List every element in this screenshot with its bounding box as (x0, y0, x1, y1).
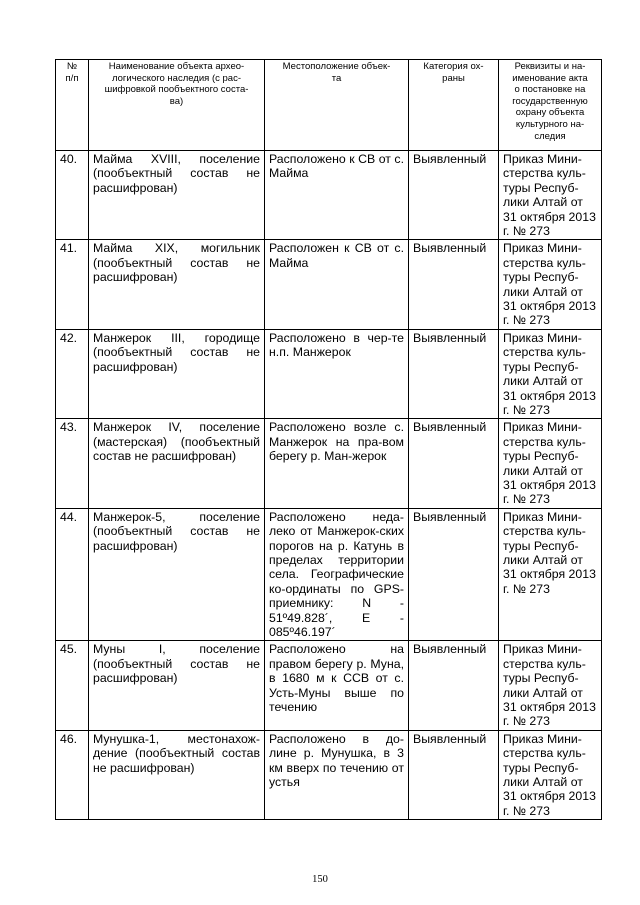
row-number: 46. (56, 730, 89, 819)
object-name-cell: Муны I, поселение (пообъектный состав не расшифрован) (89, 641, 265, 730)
location-cell: Расположено к СВ от с. Майма (265, 151, 409, 240)
category-cell: Выявленный (409, 329, 499, 418)
table-body (56, 151, 602, 820)
row-number: 40. (56, 151, 89, 240)
row-number: 43. (56, 419, 89, 508)
category-cell: Выявленный (409, 240, 499, 329)
act-details-cell: Приказ Мини-стерства куль-туры Респуб-лики Алтай от 31 октября 2013 г. № 273 (499, 240, 602, 329)
table-row (56, 419, 602, 508)
object-name-cell: Майма XVIII, поселение (пообъектный состав не расшифрован) (89, 151, 265, 240)
object-name-cell: Манжерок III, городище (пообъектный состав не расшифрован) (89, 329, 265, 418)
table-row (56, 641, 602, 730)
header-category: Категория ох- раны (409, 60, 499, 151)
location-cell: Расположено на правом берегу р. Муна, в 1680 м к ССВ от с. Усть-Муны выше по течению (265, 641, 409, 730)
location-cell: Расположено в чер-те н.п. Манжерок (265, 329, 409, 418)
header-object-name: Наименование объекта архео- логического наследия (с рас- шифровкой пообъектного соста- ва) (89, 60, 265, 151)
act-details-cell: Приказ Мини-стерства куль-туры Респуб-лики Алтай от 31 октября 2013 г. № 273 (499, 641, 602, 730)
object-name-cell: Майма XIX, могильник (пообъектный состав не расшифрован) (89, 240, 265, 329)
table-header (56, 60, 602, 151)
location-cell: Расположено неда-леко от Манжерок-ских порогов на р. Катунь в пределах территории села. Географические ко-ординаты по GPS-приемнику: N - 51º49.828´, E - 085º46.197´ (265, 508, 409, 641)
category-cell: Выявленный (409, 730, 499, 819)
act-details-cell: Приказ Мини-стерства куль-туры Респуб-лики Алтай от 31 октября 2013 г. № 273 (499, 730, 602, 819)
category-cell: Выявленный (409, 641, 499, 730)
object-name-cell: Мунушка-1, местонахож-дение (пообъектный состав не расшифрован) (89, 730, 265, 819)
table-row (56, 329, 602, 418)
category-cell: Выявленный (409, 508, 499, 641)
act-details-cell: Приказ Мини-стерства куль-туры Респуб-лики Алтай от 31 октября 2013 г. № 273 (499, 419, 602, 508)
category-cell: Выявленный (409, 151, 499, 240)
act-details-cell: Приказ Мини-стерства куль-туры Респуб-лики Алтай от 31 октября 2013 г. № 273 (499, 329, 602, 418)
location-cell: Расположено возле с. Манжерок на пра-вом берегу р. Ман-жерок (265, 419, 409, 508)
object-name-cell: Манжерок-5, поселение (пообъектный состав не расшифрован) (89, 508, 265, 641)
page-number: 150 (312, 874, 328, 885)
row-number: 41. (56, 240, 89, 329)
table-row (56, 508, 602, 641)
location-cell: Расположен к СВ от с. Майма (265, 240, 409, 329)
act-details-cell: Приказ Мини-стерства куль-туры Респуб-лики Алтай от 31 октября 2013 г. № 273 (499, 151, 602, 240)
location-cell: Расположено в до-лине р. Мунушка, в 3 км вверх по течению от устья (265, 730, 409, 819)
row-number: 44. (56, 508, 89, 641)
act-details-cell: Приказ Мини-стерства куль-туры Респуб-лики Алтай от 31 октября 2013 г. № 273 (499, 508, 602, 641)
header-location: Местоположение объек- та (265, 60, 409, 151)
row-number: 42. (56, 329, 89, 418)
table-row (56, 151, 602, 240)
category-cell: Выявленный (409, 419, 499, 508)
header-act-details: Реквизиты и на- именование акта о постановке на государственную охрану объекта культурного на- следия (499, 60, 602, 151)
heritage-objects-table (55, 59, 602, 820)
table-row (56, 240, 602, 329)
object-name-cell: Манжерок IV, поселение (мастерская) (пообъектный состав не расшифрован) (89, 419, 265, 508)
header-number: № п/п (56, 60, 89, 151)
table-row (56, 730, 602, 819)
row-number: 45. (56, 641, 89, 730)
